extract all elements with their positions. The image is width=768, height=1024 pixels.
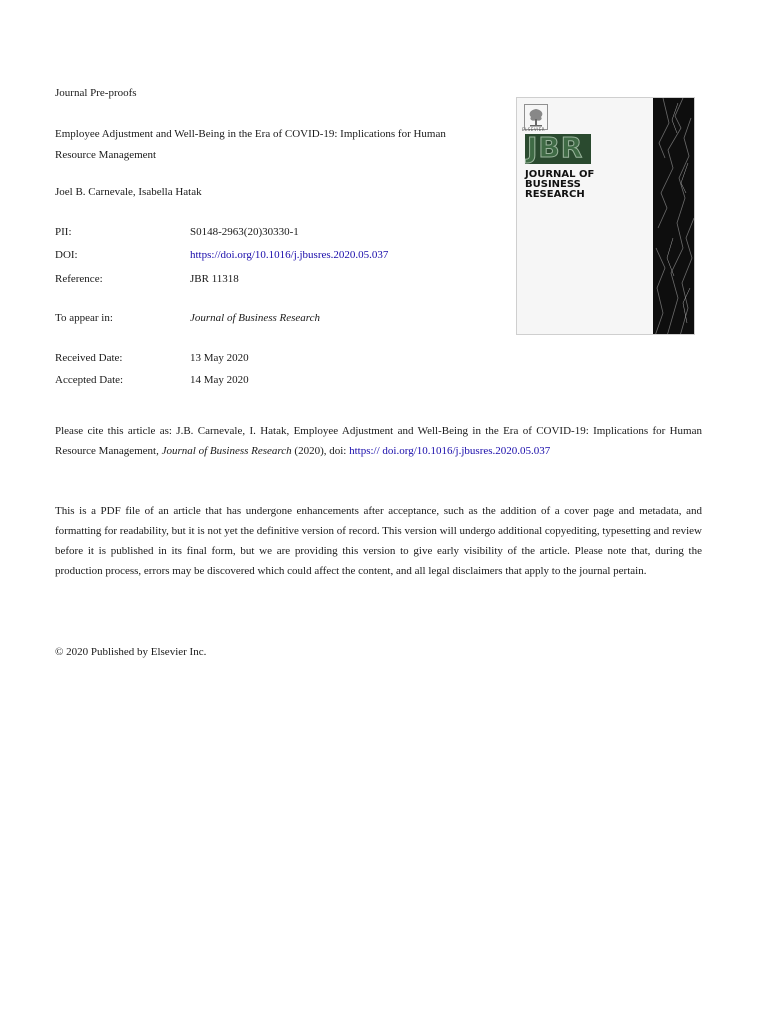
to-appear-label: To appear in: (55, 312, 113, 324)
pii-value: S0148-2963(20)30330-1 (190, 226, 299, 238)
jbr-logo-box (525, 131, 591, 164)
cover-title-line-2: BUSINESS (525, 179, 581, 190)
reference-value: JBR 11318 (190, 273, 239, 285)
accepted-date-label: Accepted Date: (55, 374, 124, 386)
article-title-line-2: Resource Management (55, 149, 157, 161)
jbr-abbrev: JBR (527, 131, 584, 164)
doi-link[interactable]: https://doi.org/10.1016/j.jbusres.2020.05.037 (190, 249, 389, 261)
cover-marble-strip (653, 98, 694, 334)
cover-journal-title (525, 170, 594, 200)
citation-text: Please cite this article as: J.B. Carnevale, I. Hatak, Employee Adjustment and Well-Being in the Era of COVID-19: Implications for Human Resource Management, (55, 425, 702, 457)
citation-year-doi: (2020), doi: (294, 445, 347, 457)
cover-title-line-1: JOURNAL OF (525, 169, 595, 180)
pii-label: PII: (55, 226, 72, 238)
citation-doi-link[interactable]: https:// doi.org/10.1016/j.jbusres.2020.05.037 (349, 445, 551, 457)
copyright-notice: © 2020 Published by Elsevier Inc. (55, 646, 207, 658)
authors: Joel B. Carnevale, Isabella Hatak (55, 186, 202, 198)
article-title-line-1: Employee Adjustment and Well-Being in the Era of COVID-19: Implications for Human (55, 128, 446, 140)
reference-label: Reference: (55, 273, 103, 285)
journal-status-header: Journal Pre-proofs (55, 87, 137, 99)
journal-cover (516, 97, 695, 335)
disclaimer-paragraph: This is a PDF file of an article that has undergone enhancements after acceptance, such as the addition of a cover page and metadata, and formatting for readability, but it is not yet the definitive version of record. This version will undergo additional copyediting, typesetting and review before it is published in its final form, but we are providing this version to give early visibility of the article. Please note that, during the production process, errors may be discovered which could affect the content, and all legal disclaimers that apply to the journal pertain. (55, 505, 702, 577)
received-date-label: Received Date: (55, 352, 123, 364)
publisher-wordmark: ELSEVIER (522, 127, 546, 132)
cover-title-line-3: RESEARCH (525, 189, 585, 200)
to-appear-value: Journal of Business Research (190, 312, 321, 324)
citation-journal: Journal of Business Research (161, 445, 292, 457)
marble-texture (653, 98, 694, 335)
accepted-date-value: 14 May 2020 (190, 374, 249, 386)
received-date-value: 13 May 2020 (190, 352, 249, 364)
doi-label: DOI: (55, 249, 78, 261)
citation-paragraph (55, 421, 702, 461)
